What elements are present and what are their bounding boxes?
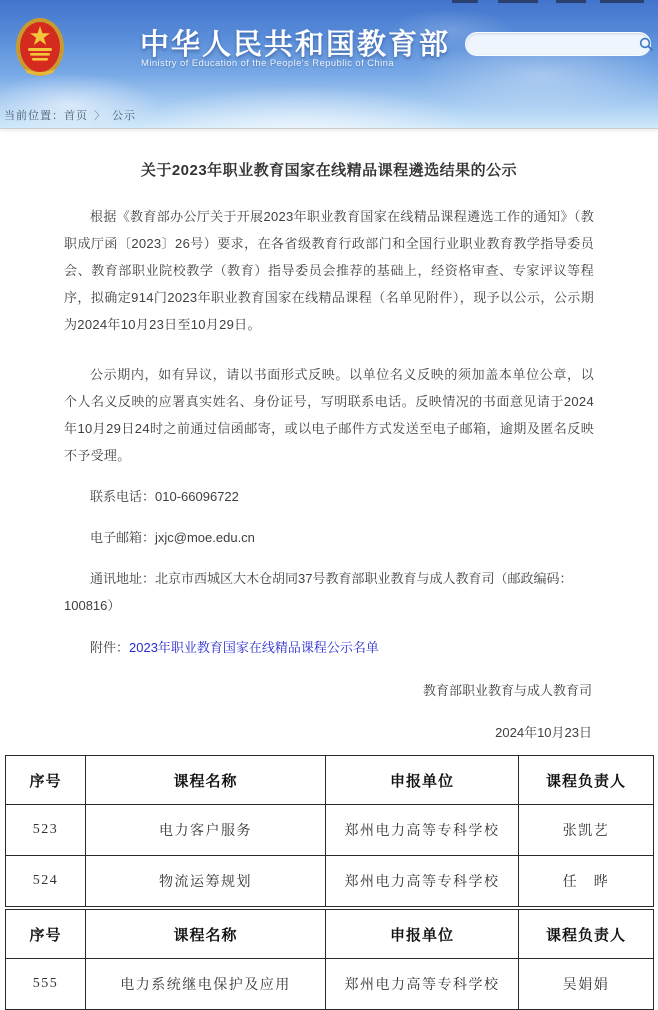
cell-index: 555 xyxy=(6,959,86,1010)
cell-leader: 张凯艺 xyxy=(519,805,654,856)
cropped-top-links xyxy=(0,0,658,4)
breadcrumb-prefix: 当前位置： xyxy=(4,110,64,122)
page-title: 关于2023年职业教育国家在线精品课程遴选结果的公示 xyxy=(140,162,518,179)
col-header-organization: 申报单位 xyxy=(326,910,519,959)
attachment-label: 附件： xyxy=(90,640,130,655)
col-header-course-name: 课程名称 xyxy=(86,756,326,805)
site-header xyxy=(0,0,658,129)
col-header-index: 序号 xyxy=(6,910,86,959)
national-emblem-icon xyxy=(15,17,65,77)
cell-leader: 任 晔 xyxy=(519,856,654,907)
cell-index: 524 xyxy=(6,856,86,907)
col-header-leader: 课程负责人 xyxy=(519,756,654,805)
article-content xyxy=(0,159,658,746)
attachment-row xyxy=(64,634,594,661)
search-input[interactable] xyxy=(466,35,639,53)
cell-course-name: 物流运筹规划 xyxy=(86,856,326,907)
breadcrumb xyxy=(4,107,136,123)
cell-organization: 郑州电力高等专科学校 xyxy=(326,856,519,907)
cell-course-name: 电力客户服务 xyxy=(86,805,326,856)
course-table xyxy=(5,755,653,1010)
article-paragraph: 公示期内，如有异议，请以书面形式反映。以单位名义反映的须加盖本单位公章，以个人名义反映的应署真实姓名、身份证号，写明联系电话。反映情况的书面意见请于2024年10月29日24时之前通过信函邮寄，或以电子邮件方式发送至电子邮箱，逾期及匿名反映不予受理。 xyxy=(64,367,594,463)
cell-leader: 吴娟娟 xyxy=(519,959,654,1010)
breadcrumb-current-link[interactable]: 公示 xyxy=(112,110,136,122)
contact-address: 通讯地址：北京市西城区大木仓胡同37号教育部职业教育与成人教育司（邮政编码：100816） xyxy=(64,571,573,613)
cell-course-name: 电力系统继电保护及应用 xyxy=(86,959,326,1010)
col-header-organization: 申报单位 xyxy=(326,756,519,805)
course-table-segment-2 xyxy=(5,909,654,1010)
article-paragraph: 根据《教育部办公厅关于开展2023年职业教育国家在线精品课程遴选工作的通知》（教职成厅函〔2023〕26号）要求，在各省级教育行政部门和全国行业职业教育教学指导委员会、教育部职业院校教学（教育）指导委员会推荐的基础上，经资格审查、专家评议等程序，拟确定914门2023年职业教育国家在线精品课程（名单见附件），现予以公示，公示期为2024年10月23日至10月29日。 xyxy=(64,209,594,332)
table-header-row xyxy=(6,910,654,959)
signature-date: 2024年10月23日 xyxy=(495,725,592,740)
signature: 教育部职业教育与成人教育司 xyxy=(422,683,592,698)
table-row xyxy=(6,959,654,1010)
table-row xyxy=(6,805,654,856)
contact-phone: 联系电话：010-66096722 xyxy=(90,489,239,504)
breadcrumb-separator: 〉 xyxy=(94,110,106,122)
table-row xyxy=(6,856,654,907)
site-subtitle: Ministry of Education of the People's Republic of China xyxy=(141,58,394,69)
cell-index: 523 xyxy=(6,805,86,856)
table-header-row xyxy=(6,756,654,805)
course-table-segment-1 xyxy=(5,755,654,907)
cell-organization: 郑州电力高等专科学校 xyxy=(326,805,519,856)
cell-organization: 郑州电力高等专科学校 xyxy=(326,959,519,1010)
col-header-index: 序号 xyxy=(6,756,86,805)
attachment-link[interactable]: 2023年职业教育国家在线精品课程公示名单 xyxy=(129,640,379,655)
site-title: 中华人民共和国教育部 xyxy=(140,29,451,61)
search-icon[interactable] xyxy=(639,33,653,55)
contact-email: 电子邮箱：jxjc@moe.edu.cn xyxy=(90,530,255,545)
breadcrumb-home-link[interactable]: 首页 xyxy=(64,110,88,122)
search-bar[interactable] xyxy=(465,32,651,56)
col-header-course-name: 课程名称 xyxy=(86,910,326,959)
col-header-leader: 课程负责人 xyxy=(519,910,654,959)
